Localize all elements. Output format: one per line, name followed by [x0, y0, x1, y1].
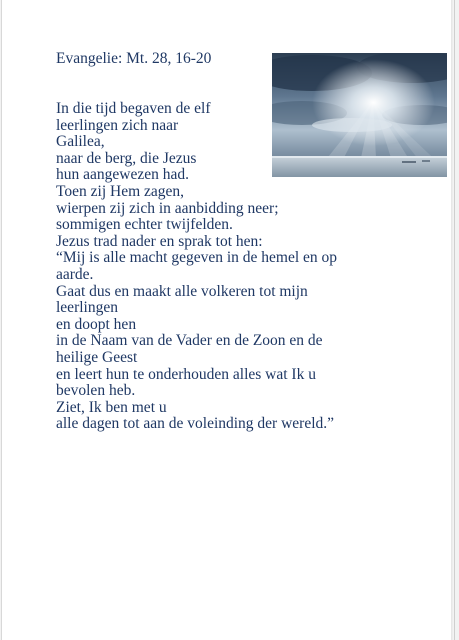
gospel-reference-heading: Evangelie: Mt. 28, 16-20	[56, 50, 212, 67]
page-edge-shadow	[451, 0, 454, 640]
text-line: in de Naam van de Vader en de Zoon en de	[56, 332, 323, 350]
text-line: aarde.	[56, 265, 94, 283]
text-line: naar de berg, die Jezus	[56, 149, 197, 167]
text-line: leerlingen	[56, 299, 118, 317]
document-page	[1, 0, 455, 640]
text-line: Ziet, Ik ben met u	[56, 398, 167, 416]
text-line: Jezus trad nader en sprak tot hen:	[56, 232, 263, 250]
text-line: sommigen echter twijfelden.	[56, 216, 233, 234]
text-line: Galilea,	[56, 133, 105, 151]
text-line: wierpen zij zich in aanbidding neer;	[56, 199, 279, 217]
text-line: leerlingen zich naar	[56, 116, 179, 134]
gospel-text	[56, 101, 416, 433]
text-line: alle dagen tot aan de voleinding der wereld.”	[56, 415, 335, 433]
text-line: In die tijd begaven de elf	[56, 100, 211, 117]
text-line: en leert hun te onderhouden alles wat Ik u	[56, 365, 316, 383]
text-line: bevolen heb.	[56, 382, 136, 400]
text-line: hun aangewezen had.	[56, 166, 189, 184]
text-line: Toen zij Hem zagen,	[56, 182, 185, 200]
text-line: “Mij is alle macht gegeven in de hemel en op	[56, 249, 338, 267]
text-line: Gaat dus en maakt alle volkeren tot mijn	[56, 282, 308, 300]
text-line: heilige Geest	[56, 348, 138, 366]
text-line: en doopt hen	[56, 315, 137, 333]
